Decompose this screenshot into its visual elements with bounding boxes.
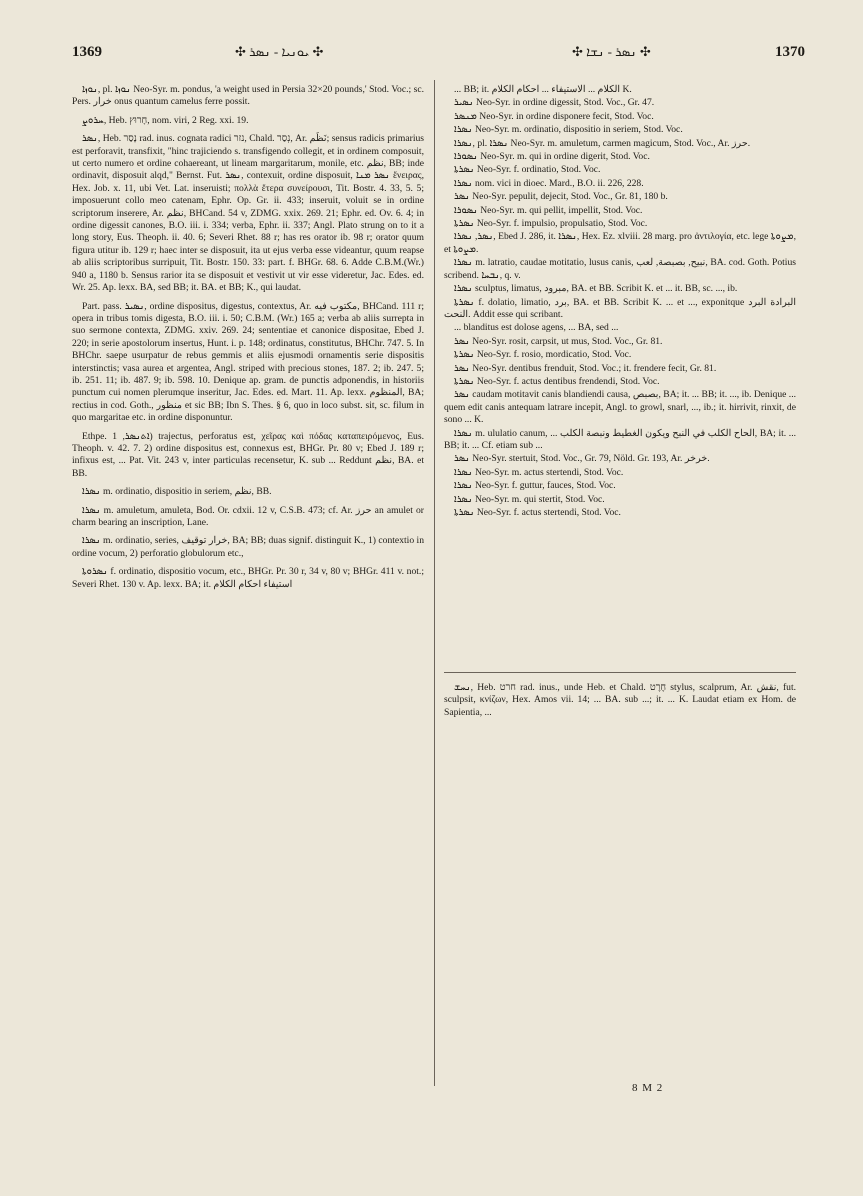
list-item: ... BB; it. الكلام ... الاستيفاء ... احكام الكلام K. bbox=[454, 84, 632, 95]
list-item: ܢܣܝܪ Neo-Syr. in ordine digessit, Stod. Voc., Gr. 47. bbox=[454, 97, 655, 109]
list-item: ܢܣܪܬܐ Neo-Syr. f. actus dentibus frendendi, Stod. Voc. bbox=[454, 375, 660, 387]
column-divider bbox=[434, 80, 435, 1086]
left-running-head: ✣ ܝܘܢܝܐ - ܢܣܪ ✣ bbox=[235, 44, 324, 59]
right-column-bottom bbox=[444, 682, 796, 1076]
list-item: ܢܣܪ Neo-Syr. pepulit, dejecit, Stod. Voc., Gr. 81, 180 b. bbox=[454, 191, 668, 203]
list-item: ... blanditus est dolose agens, ... BA, sed ... bbox=[454, 322, 619, 334]
list-item: ܢܣܪܐ sculptus, limatus, مبرود, BA. et BB. Scribit K. et ... it. BB, sc. ..., ib. bbox=[454, 283, 738, 295]
list-item: ܡܢܣܪ Neo-Syr. in ordine disponere fecit, Stod. Voc. bbox=[454, 110, 654, 122]
list-item: ܢܣܪܐ Neo-Syr. m. actus stertendi, Stod. Voc. bbox=[454, 466, 624, 478]
right-page-number: 1370 bbox=[775, 44, 805, 60]
list-item: ܢܣܪ Neo-Syr. dentibus frenduit, Stod. Voc.; it. frendere fecit, Gr. 81. bbox=[454, 362, 717, 374]
entry-nhsh-root: ܢܚܫ, Heb. חרט rad. inus., unde Heb. et Chald. חֶרֶט stylus, scalprum, Ar. نقش, fut. sculpsit, κνίζων, Hex. Amos vii. 14; ... BA. sub ...; it. ... K. Laudat etiam ex Hom. de Sapientia, ... bbox=[444, 682, 796, 718]
list-item: ܢܣܪܐ Neo-Syr. m. ordinatio, dispositio in seriem, Stod. Voc. bbox=[454, 124, 683, 136]
list-item: ܢܣܪܬܐ Neo-Syr. f. impulsio, propulsatio, Stod. Voc. bbox=[454, 218, 648, 230]
list-item: ܢܣܘܪܐ Neo-Syr. m. qui in ordine digerit, Stod. Voc. bbox=[454, 151, 650, 163]
page-header bbox=[60, 44, 811, 66]
entry-nuza: ܢܘܙܐ, pl. ܢܘܙܐ Neo-Syr. m. pondus, 'a weight used in Persia 32×20 pounds,' Stod. Voc.; sc. Pers. خرار onus quantum camelus ferre possit. bbox=[72, 84, 424, 108]
list-item: ܢܣܪܬܐ Neo-Syr. f. rosio, mordicatio, Stod. Voc. bbox=[454, 349, 632, 361]
left-page-number: 1369 bbox=[72, 44, 102, 60]
list-item: ܢܣܪܐ m. latratio, caudae motitatio, lusus canis, نبيح, بصبصة, لعب, BA. cod. Goth. Potius scribend. ܢܒܚܐ, q. v. bbox=[444, 257, 796, 281]
entry-ordinatio: ܢܣܪܐ m. ordinatio, dispositio in seriem, نظم, BB. bbox=[82, 486, 272, 498]
printer-signature: 8 M 2 bbox=[632, 1082, 664, 1094]
list-item: ܢܣܪܐ nom. vici in dioec. Mard., B.O. ii. 226, 228. bbox=[454, 177, 644, 189]
entry-haruts: ܚܪܘܨ, Heb. חָרוּץ, nom. viri, 2 Reg. xxi. 19. bbox=[82, 114, 249, 126]
entry-ethpe: Ethpe. ܐܬܢܣܪ, 1) trajectus, perforatus est, χεῖρας καὶ πόδας καταπειρόμενος, Eus. Theoph. v. 42. 7. 2) ordine dispositus est, connexus est, BHGr. Pr. 80 v; Ebed J. 189 r; infixus est, ... Pat. Vit. 243 v, inter particulas recensetur, K. sub ... Reddunt نظم, BA. et BB. bbox=[72, 430, 424, 479]
list-item: ܢܣܪܐ Neo-Syr. f. guttur, fauces, Stod. Voc. bbox=[454, 480, 616, 492]
entry-amuletum: ܢܣܪܐ m. amuletum, amuleta, Bod. Or. cdxii. 12 v, C.S.B. 473; cf. Ar. حرز an amulet or charm bearing an inscription, Lane. bbox=[72, 504, 424, 528]
list-item: ܢܣܪܐ Neo-Syr. m. qui stertit, Stod. Voc. bbox=[454, 493, 605, 505]
entry-dispositio: ܢܣܪܘܬܐ f. ordinatio, dispositio vocum, etc., BHGr. Pr. 30 r, 34 v, 80 v; BHGr. 411 v. not.; Severi Rhet. 130 v. Ap. lexx. BA; it. استيفاء احكام الكلام bbox=[72, 566, 424, 590]
entry-series: ܢܣܪܐ m. ordinatio, series, خرار توقيف, BA; BB; duas signif. distinguit K., 1) contextio in ordine vocum, 2) perforatio globulorum etc., bbox=[72, 535, 424, 559]
list-item: ܢܣܪܬܐ Neo-Syr. f. actus stertendi, Stod. Voc. bbox=[454, 507, 621, 518]
left-column bbox=[72, 84, 424, 1076]
list-item: ܢܣܪ Neo-Syr. stertuit, Stod. Voc., Gr. 79, Nöld. Gr. 193, Ar. خرخر. bbox=[454, 453, 710, 465]
right-column bbox=[444, 84, 796, 666]
list-item: ܢܣܪܬܐ Neo-Syr. f. ordinatio, Stod. Voc. bbox=[454, 164, 601, 176]
entry-nsr-root: ܢܣܪ, Heb. נָסַר rad. inus. cognata radici נזר, Chald. נְסַר, Ar. نَظَم; sensus radicis primarius est perforavit, transfixit, "hinc trajiciendo s. transfigendo collegit, et in ordinem composuit, ut certo numero et ordine cohaereant, ut lineam margaritarum, monile, etc. نظم, BB; inde ordinavit, disposuit alqd," Bernst. Fut. ܢܣܪ, contexuit, ordine disposuit, ܢܣܪ ܡܢܐ ἔνειρας, Hex. Job. x. 11, ubi Vet. Lat. inseruisti; πολλὰ ἕτερα συνείρουσι, Tit. Bostr. 4. 33, 5. 5; imposuerunt collo meo catenam, Ephr. Op. Gr. ii. 433; inseruit, voluit se in ordine scriptorum inserere, Ar. نظم, BHCand. 54 v, ZDMG. xxix. 269. 21; Ephr. ed. Ov. 6. 4; in ordine digessit canones, B.O. iii. i. 334; verba, Ephr. ii. 337; Angl. Plato strung on to it a long story, Eus. Theoph. ii. 40. 6; Severi Rhet. 88 r; has res orator ib. 98 r; orator quum figura utitur ib. 129 r; haec inter se disposuit, ita ut ejus verba esse videantur, quum reapse ab aliis scriptoribus surripuit, Tit. Bostr. 150. 33: part. f. BHGr. 68. 6. Adde C.B.M.(Wr.) 940 a, 1180 b. Sensus rarior ita se disposuit et vestivit ut vir esse videretur, Jac. Edes. ed. Wr. 25. Ap. lexx. BA, sed BB; it. BA. et BB; K., qui laudat. bbox=[72, 133, 424, 294]
list-item: ܢܣܪܐ m. ululatio canum, ... الحاح الكلب في النبح ويكون الغطيط ونبصة الكلب, BA; it. ... BB; it. ... Cf. etiam sub ... bbox=[444, 427, 796, 451]
list-item: ܢܣܘܪܐ Neo-Syr. m. qui pellit, impellit, Stod. Voc. bbox=[454, 204, 643, 216]
right-running-head: ✣ ܢܣܪ - ܢܫܐ ✣ bbox=[572, 44, 651, 59]
list-item: ܢܣܪ Neo-Syr. rosit, carpsit, ut mus, Stod. Voc., Gr. 81. bbox=[454, 335, 663, 347]
list-item: ܢܣܪ, ܢܣܪܐ, Ebed J. 286, it. ܢܣܪܐ, Hex. Ez. xlviii. 28 marg. pro ἀντιλογία, etc. lege ܡܨܘܬܐ, et ܡܨܘܬܐ. bbox=[444, 231, 796, 255]
list-item: ܢܣܪܬܐ f. dolatio, limatio, برد, BA. et BB. Scribit K. ... et ..., exponitque البرادة البرد النحت. Addit esse qui scribant. bbox=[444, 296, 796, 320]
list-item: ܢܣܪ caudam motitavit canis blandiendi causa, بصبص, BA; it. ... BB; it. ..., ib. Denique ... quem edit canis antequam latrare incepit, Angl. to growl, snarl, ..., ib.; it. hirrivit, rinxit, de sono ... K. bbox=[444, 389, 796, 426]
list-item: ܢܣܪܐ, pl. ܢܣܪܐ Neo-Syr. m. amuletum, carmen magicum, Stod. Voc., Ar. حرز. bbox=[454, 137, 751, 149]
entry-part-pass: Part. pass. ܢܣܝܪ, ordine dispositus, digestus, contextus, Ar. مكتوب فيه, BHCand. 111 r; opera in tribus tomis digesta, B.O. iii. i. 50; C.B.M. (Wr.) 165 a; verba ab aliis surrepta in suo sermone contexta, ZDMG. xxiv. 269. 24; sententiae et canonice dispositae, Ebed J. 220; in serie apostolorum insertus, Hunt. i. p. 148; ordinatus, constitutus, BHChr. 747. 5. In BHChr. saepe usurpatur de rebus gemmis et aliis ejusmodi ornamentis serie dispositis interstinctis; vasa aurea et argentea, Angl. striped with precious stones, 187. 2; ib. 247. 5; ib. 251. 11; ib. 487. 9; ib. 598. 10. Denique ap. gram. de punctis adponendis, in historiis punctum cui nomen plerumque inseritur, Jac. Edes. ed. Mart. 11. Ap. lexx. المنظوم, BA; rectius in cod. Goth., منظور et sic BB; Ibn S. Thes. § 6, quo in loco subst. sit, sc. filum in quo margaritae etc. in ordine disponuntur. bbox=[72, 300, 424, 424]
section-rule bbox=[444, 672, 796, 673]
